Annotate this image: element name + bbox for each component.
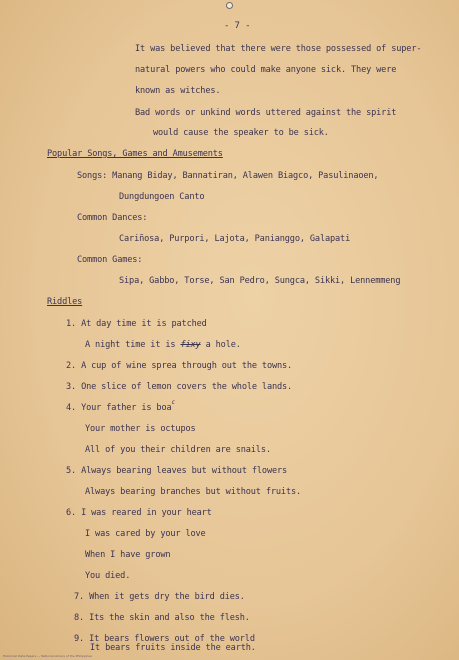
riddle-line-5-text: 4. Your father is boa bbox=[66, 403, 172, 413]
riddle-line-16: 9. It bears flowers out of the world bbox=[74, 634, 255, 644]
riddle-line-2 bbox=[85, 340, 241, 350]
games-label: Common Games: bbox=[77, 255, 143, 265]
handwritten-mark: c bbox=[171, 399, 175, 406]
intro-line-2: natural powers who could make anyone sick. They were bbox=[135, 65, 397, 75]
riddle-line-17: It bears fruits inside the earth. bbox=[90, 643, 256, 653]
dances-label: Common Dances: bbox=[77, 213, 148, 223]
riddle-line-10: 6. I was reared in your heart bbox=[66, 508, 212, 518]
riddle-line-12: When I have grown bbox=[85, 550, 171, 560]
intro-line-1: It was believed that there were those possessed of super- bbox=[135, 44, 422, 54]
binding-hole bbox=[226, 2, 233, 9]
riddle-line-11: I was cared by your love bbox=[85, 529, 206, 539]
riddle-line-1: 1. At day time it is patched bbox=[66, 319, 207, 329]
archive-footer: Historical Data Papers — National Library of the Philippines bbox=[3, 654, 92, 658]
riddle-line-3: 2. A cup of wine sprea through out the towns. bbox=[66, 361, 293, 371]
riddle-line-15: 8. Its the skin and also the flesh. bbox=[74, 613, 250, 623]
dances-list: Cariñosa, Purpori, Lajota, Panianggo, Galapati bbox=[119, 234, 351, 244]
page-number: - 7 - bbox=[224, 21, 251, 31]
intro-line-4: Bad words or unkind words uttered against the spirit bbox=[135, 108, 397, 118]
songs-continuation: Dungdungoen Canto bbox=[119, 192, 205, 202]
intro-line-5: would cause the speaker to be sick. bbox=[153, 128, 329, 138]
riddle-line-7: All of you their children are snails. bbox=[85, 445, 271, 455]
games-list: Sipa, Gabbo, Torse, San Pedro, Sungca, Sikki, Lennemmeng bbox=[119, 276, 401, 286]
struck-word: fixy bbox=[180, 340, 201, 350]
riddle-line-4: 3. One slice of lemon covers the whole lands. bbox=[66, 382, 293, 392]
riddle-line-2-text: A night time it is bbox=[85, 340, 181, 350]
riddles-heading: Riddles bbox=[47, 297, 83, 307]
riddle-line-14: 7. When it gets dry the bird dies. bbox=[74, 592, 245, 602]
intro-line-3: known as witches. bbox=[135, 86, 221, 96]
riddle-line-13: You died. bbox=[85, 571, 131, 581]
riddle-line-8: 5. Always bearing leaves but without flowers bbox=[66, 466, 288, 476]
riddle-line-6: Your mother is octupos bbox=[85, 424, 196, 434]
riddle-line-5 bbox=[66, 399, 175, 414]
songs-line: Songs: Manang Biday, Bannatiran, Alawen Biagco, Pasulinaoen, bbox=[77, 171, 379, 181]
riddle-line-2-end: a hole. bbox=[200, 340, 241, 350]
riddle-line-9: Always bearing branches but without fruits. bbox=[85, 487, 302, 497]
popular-songs-heading: Popular Songs, Games and Amusements bbox=[47, 149, 223, 159]
